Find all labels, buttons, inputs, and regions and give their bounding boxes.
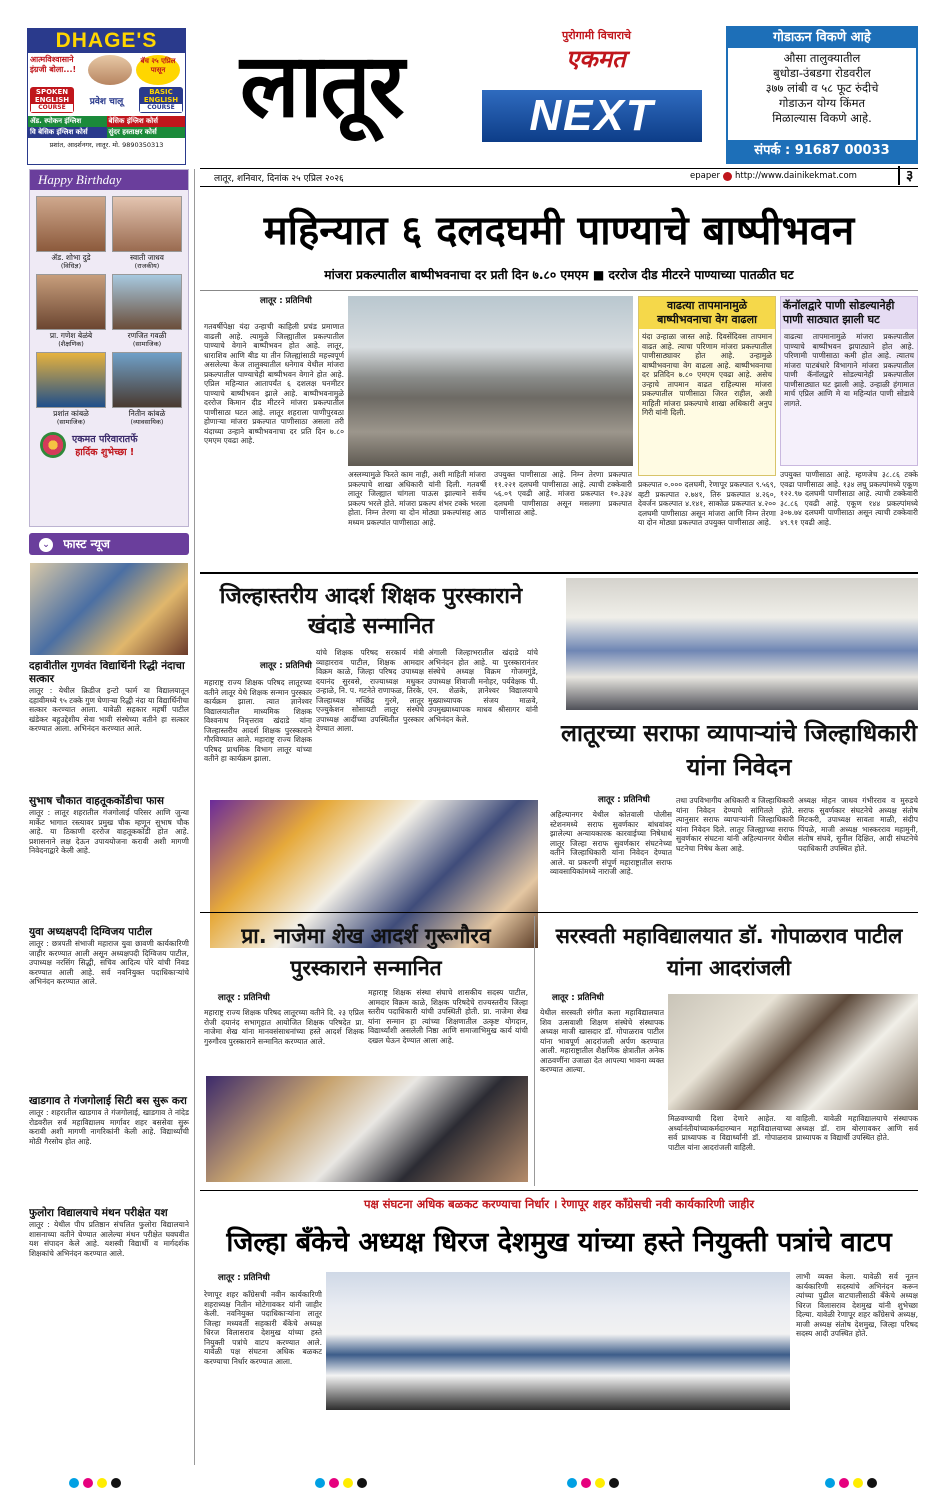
lead-subhead: मांजरा प्रकल्पातील बाष्पीभवनाचा दर प्रती दिन ७.८० एमएम ■ दररोज दीड मीटरने पाण्याच्या पातळीत घट [324, 268, 794, 282]
masthead-brand: एकमत [566, 45, 626, 73]
fast-news-item-body: लातूर : येथील क्रिडीज इन्टो फार्म या विद्यालयातून दहावीमध्ये ९५ टक्के गुण घेणाऱ्या रिद्धी नंदा या विद्यार्थिनीचा सत्कार करण्यात आला. यावेळी सहकार महर्षी पाटील खंडेकर बहुउद्देशीय सेवा भावी संस्थेच्या वतीने हा सत्कार करण्यात आला. अभिनंदन करण्यात आले. [29, 686, 189, 733]
story3-meeting-photo [566, 578, 918, 710]
dateline: लातूर, शनिवार, दिनांक २५ एप्रिल २०२६ [214, 174, 344, 184]
lead-sidebar-box2 [780, 296, 918, 466]
spoken-course-label: SPOKEN ENGLISH [34, 88, 70, 104]
lead-side2-body: वाढत्या तापमानामुळे मांजरा प्रकल्पातील पाण्याचे बाष्पीभवन झपाट्याने होत आहे. परिणामी पाणीसाठा कमी होत आहे. त्यातच मांजरा पाटबंधारे विभागाने मांजरा प्रकल्पातील पाणी कॅनॉलद्वारे सोडल्यानेही प्रकल्पातील पाणीसाठ्यात घट झाली आहे. उन्हाळी हंगामात मार्च एप्रिल आणि मे या महिन्यांत पाणी सोडावे लागते. [784, 332, 914, 408]
lead-side1-body: यंदा उन्हाळा जास्त आहे. दिवसेंदिवस तापमान वाढत आहे. त्याचा परिणाम मांजरा प्रकल्पातील पाणीसाठ्यावर होत आहे. उन्हामुळे बाष्पीभवनाचा वेग वाढला आहे. बाष्पीभवनाचा दर प्रतिदिन ७.८० एमएम एवढा आहे. असेच उन्हाचे तापमान वाढत राहिल्यास मांजरा प्रकल्पातील पाणीसाठा जिरत राहील, अशी माहिती मांजरा प्रकल्पाचे शाखा अधिकारी अनुप गिरी यांनी दिली. [642, 332, 772, 417]
story6-body-col2: लाभी व्यक्त केला. यावेळी सर्व नूतन कार्यकारिणी सदस्यांचे अभिनंदन करून त्यांच्या पुढील वाटचालीसाठी बँकेचे अध्यक्ष धिरज विलासराव देशमुख यांनी शुभेच्छा दिल्या. यावेळी रेणापूर शहर काँग्रेसचे अध्यक्ष, माजी अध्यक्ष संतोष देशमुख, जिल्हा परिषद सदस्य आदी उपस्थित होते. [796, 1272, 918, 1338]
registration-marks-svg [0, 1466, 945, 1501]
story6-body-col1: रेणापूर शहर काँग्रेसची नवीन कार्यकारिणी शहराध्यक्ष नितीन मोटेगावकर यांनी जाहीर केली. नवनियुक्त पदाधिकाऱ्यांना लातूर जिल्हा मध्यवर्ती सहकारी बँकेचे अध्यक्ष धिरज विलासराव देशमुख यांच्या हस्ते नियुक्ती पत्रांचे वाटप करण्यात आले. यावेळी पक्ष संघटना अधिक बळकट करण्याचा निर्धार करण्यात आला. [204, 1290, 322, 1366]
lead-byline: लातूर : प्रतिनिधी [260, 296, 312, 306]
ad-left-line2a: वि बेसिक इंग्लिश कोर्स [28, 127, 107, 138]
birthday-panel [29, 169, 189, 527]
story2-body-col2: यांचे शिक्षक परिषद सरकार्य मंत्री व्याहारराव पाटील, शिक्षक आमदार विक्रम काळे, जिल्हा परिषद उपाध्यक्ष दयानंद सुरवसे, राज्याध्यक्ष मधुकर उन्हाळे, नि. प. गटनेते राणाफळ, तिरके, जिल्हाध्यक्ष मच्छिंद्र गुरमे, लातूर एज्युकेशन सोसायटी लातूर संस्थेचे उपाध्यक्ष आदींच्या उपस्थितीत पुरस्कार देण्यात आला. [316, 648, 424, 733]
registration-marks [0, 1466, 945, 1501]
lead-body-col4: प्रकल्पात ०.००० दलघमी, रेणापूर प्रकल्पात ९.५६९, व्हटी प्रकल्पात २.७४१, तिरु प्रकल्पात ४.२६०, देवर्जन प्रकल्पात ४.१४१, साकोळ प्रकल्पात ४.२०० दलघमी पाणीसाठा असून मांजरा आणि निम्न तेरणा या दोन मोठ्या प्रकल्पात उपयुक्त पाणीसाठा आहे. [638, 480, 776, 527]
ad-left-line1a: ॲड. स्पोकन इंग्लिश [28, 116, 107, 127]
fast-news-header [29, 533, 189, 555]
birthday-name: प्रा. गणेश बेळंबे [49, 331, 93, 340]
story5-body-col1: येथील सरस्वती संगीत कला महाविद्यालयात शिव उत्सवाशी शिक्षण संस्थेचे संस्थापक अध्यक्ष माजी खासदार डॉ. गोपाळराव पाटील यांना भावपूर्ण आदरांजली अर्पण करण्यात आली. महाराष्ट्रातील शैक्षणिक क्षेत्रातील अनेक आठवणींना उजाळा देत आपल्या भावना व्यक्त करण्यात आल्या. [540, 1008, 664, 1074]
lead-body-col2: अस्लम्यामुळे फिरते काम नाही, अशी माहिती मांजरा प्रकल्पाचे शाखा अधिकारी यांनी दिली. गतवर्षी लातूर जिल्ह्यात चांगला पाऊस झाल्याने सर्वच प्रकल्प भरले होते. मांजरा प्रकल्प शंभर टक्के भरला होता. निम्न तेरणा या दोन मोठ्या प्रकल्पांसह आठ मध्यम प्रकल्पांत पाणीसाठा आहे. [348, 470, 486, 527]
epaper-link[interactable] [690, 171, 857, 181]
flowers-icon [40, 432, 66, 458]
birthday-photo [112, 196, 182, 252]
ad-right-line2: बुधोडा-उंबडगा रोडवरील [773, 66, 871, 80]
masthead-slogan: पुरोगामी विचाराचे [562, 29, 632, 42]
fast-news-item [29, 795, 189, 922]
birthday-tag: (सामाजिक) [132, 340, 162, 348]
fast-news-list [29, 660, 189, 1465]
basic-course-label: BASIC ENGLISH [143, 88, 179, 104]
birthday-tag: (व्यावसायिक) [130, 418, 164, 426]
birthday-name: ॲड. शोभा दुडे [51, 253, 91, 262]
globe-icon [723, 172, 732, 181]
story4-byline: लातूर : प्रतिनिधी [218, 993, 270, 1003]
story4-award-photo [206, 1076, 528, 1182]
birthday-photo [112, 274, 182, 330]
story3-headline[interactable]: लातूरच्या सराफा व्यापाऱ्यांचे जिल्हाधिकारी यांना निवेदन [560, 719, 918, 781]
fast-news-item [29, 1207, 189, 1370]
lead-dam-photo [348, 296, 633, 466]
fast-news-item-title[interactable]: खाडगाव ते गंजगोलाई सिटी बस सुरू करा [29, 1095, 187, 1107]
chevron-down-icon: ⌄ [39, 538, 53, 552]
fast-news-item-body: लातूर : छत्रपती संभाजी महाराज युवा छावणी कार्यकारिणी जाहीर करण्यात आली असून अध्यक्षपदी दिग्विजय पाटील, उपाध्यक्ष नरसिंग सिद्धी, सचिव आदित्य पोरे यांची निवड करण्यात आली आहे. सर्व नवनियुक्त पदाधिकाऱ्यांचे अभिनंदन करण्यात आले. [29, 939, 189, 986]
lead-body-col1: गतवर्षीपेक्षा यंदा उन्हाची काहिली प्रचंड प्रमाणात वाढली आहे. त्यामुळे जिल्ह्यातील प्रकल्पातील पाण्याचे वेगाने बाष्पीभवन होत आहे. लातूर, धाराशिव आणि बीड या तीन जिल्ह्यांसाठी महत्त्वपूर्ण असलेल्या केज तालुक्यातील धनेगाव येथील मांजरा प्रकल्पातील पाण्याचेही बाष्पीभवन वेगाने होत आहे. एप्रिल महिन्यात आतापर्यंत ६ दशलक्ष घनमीटर पाण्याचे बाष्पीभवन झाले आहे. बाष्पीभवनामुळे दररोज किमान दीड मीटरने मांजरा प्रकल्पातील पाणीसाठा घटत आहे. लातूर शहराला पाणीपुरवठा होणाऱ्या मांजरा प्रकल्पात पाणीसाठा असला तरी यंदाच्या उन्हाने बाष्पीभवनाचा दर प्रति दिन ७.८० एमएम एवढा आहे. [204, 322, 344, 445]
fast-news-item-body: लातूर : लातूर शहरातील गंजगोलाई परिसर आणि जुन्या मार्केट भागात रस्त्यावर प्रमुख चौक म्हणून सुभाष चौक आहे. या ठिकाणी दररोज वाहतूककोंडी होत आहे. प्रशासनाने लक्ष देऊन उपाययोजना करावी अशी मागणी निवेदनाद्वारे केली आहे. [29, 808, 189, 855]
ad-right-line4: गोडाऊन योग्य किंमत [778, 96, 866, 110]
ad-left-line2b: सुंदर हस्ताक्षर कोर्स [107, 127, 186, 138]
epaper-label: epaper [690, 171, 720, 181]
lead-side1-title: वाढत्या तापमानामुळे बाष्पीभवनाचा वेग वाढला [639, 297, 775, 329]
fast-news-item [29, 1095, 189, 1203]
birthday-photo [36, 352, 106, 408]
fast-news-item-title[interactable]: फुलोरा विद्यालयाचे मंथन परीक्षेत यश [29, 1207, 168, 1219]
masthead-next: NEXT [482, 90, 702, 142]
ad-left-course-spoken [30, 87, 74, 113]
epaper-url: http://www.dainikekmat.com [734, 171, 857, 181]
lead-sidebar-box1 [638, 296, 776, 476]
story2-byline: लातूर : प्रतिनिधी [260, 661, 312, 671]
ad-right-line3: ३७७ लांबी व ५८ फूट रुंदीचे [765, 81, 879, 95]
birthday-person [36, 196, 106, 270]
ad-right-contact: संपर्क : 91687 00033 [728, 140, 916, 162]
ad-left-course-basic [139, 87, 183, 113]
ad-right-line1: औसा तालुक्यातील [783, 51, 861, 65]
basic-course-word: COURSE [140, 104, 182, 112]
birthday-header: Happy Birthday [30, 170, 188, 190]
story2-body-col1: महाराष्ट्र राज्य शिक्षक परिषद लातूरच्या वतीने लातूर येथे शिक्षक सन्मान पुरस्कार कार्यक्रम झाला. त्यात ज्ञानेश्वर विद्यालयातील माध्यमिक शिक्षक विश्वनाथ निवृत्तराव खंदाडे यांना जिल्हास्तरीय आदर्श शिक्षक पुरस्काराने गौरविण्यात आले. महाराष्ट्र राज्य शिक्षक परिषद प्राथमिक विभाग लातूर यांच्या वतीने हा कार्यक्रम झाला. [204, 678, 312, 763]
story4-body-col1: महाराष्ट्र राज्य शिक्षक परिषद लातूरच्या वतीने दि. २३ एप्रिल रोजी दयानंद सभागृहात आयोजित शिक्षक परिषदेत प्रा. नाजेमा शेख यांना मानवसंसाधनांच्या हस्ते आदर्श शिक्षक गुरुगौरव पुरस्काराने सन्मानित करण्यात आले. [204, 1008, 364, 1046]
story4-body-col2: महाराष्ट्र शिक्षक संस्था संघाचे शासकीय सदस्य पाटील, आमदार विक्रम काळे, शिक्षक परिषदेचे राज्यस्तरीय जिल्हा स्तरीय पदाधिकारी यांची उपस्थिती होती. प्रा. नाजेमा शेख यांना सन्मान हा त्यांच्या शिक्षणातील उत्कृष्ट योगदान, विद्यार्थ्यांशी असलेली निष्ठा आणि समाजाभिमुख कार्य यांची दखल घेऊन देण्यात आला आहे. [368, 988, 528, 1045]
birthday-person [112, 274, 182, 348]
ad-left-tagline: आत्मविश्वासाने इंग्रजी बोला...! [30, 55, 77, 74]
page-number: ३ [898, 166, 913, 185]
birthday-photo [36, 274, 106, 330]
birthday-name: स्वाती जाधव [130, 253, 164, 262]
ad-left-address: प्रशांत, आदर्शनगर, लातूर. मो. 9890350313 [49, 141, 164, 149]
birthday-name: रणजित गवळी [127, 331, 167, 340]
fast-news-item [29, 660, 189, 791]
fast-news-item-body: लातूर : शहरातील खाडगाव ते गंजगोलाई, खाडगाव ते नांदेड रोडवरील सर्व महाविद्यालय मार्गावर शहर बससेवा सुरू करावी अशी मागणी नागरिकांनी केली आहे. विद्यार्थ्यांची मोठी गैरसोय होत आहे. [29, 1108, 189, 1146]
ad-left-line1b: बेसिक इंग्लिश कोर्स [107, 116, 186, 127]
story6-kicker: पक्ष संघटना अधिक बळकट करण्याचा निर्धार । रेणापूर शहर काँग्रेसची नवी कार्यकारिणी जाहीर [363, 1197, 755, 1211]
lead-headline[interactable]: महिन्यात ६ दलदघमी पाण्याचे बाष्पीभवन [263, 208, 855, 254]
story6-group-photo [326, 1272, 790, 1410]
story3-body-col2: तथा उपविभागीय अधिकारी व जिल्हाधिकारी यांना निवेदन देण्याचे सांगितले होते. त्यानुसार सराफ व्यापाऱ्यांनी जिल्हाधिकारी यांना निवेदन दिले. लातूर जिल्ह्याच्या सराफ सुवर्णकार संघटना यांनी अहिल्यानगर येथील घटनेचा निषेध केला आहे. [676, 796, 794, 853]
story5-tribute-photo [668, 994, 918, 1110]
fast-news-photo [30, 563, 188, 655]
birthday-tag: (राजकीय) [134, 262, 160, 270]
story2-headline[interactable]: जिल्हास्तरीय आदर्श शिक्षक पुरस्काराने खंदाडे सन्मानित [219, 584, 523, 639]
birthday-photo [112, 352, 182, 408]
story3-body-col3: अध्यक्ष मोहन जाधव गंभीरराव व मुरुडचे सराफ सुवर्णकार संघटनेचे अध्यक्ष संतोष मिटकरी, उपाध्यक्ष सावता माळी, संदीप पिंपळे, माजी अध्यक्ष भास्करराव महामुनी, संतोष संघवे, सुनील दिक्षित, आदी संघटनेचे पदाधिकारी उपस्थित होते. [798, 796, 918, 853]
fast-news-title: फास्ट न्यूज [63, 537, 110, 551]
story2-body-col3: अंगाली जिल्हाभरातील खंदाडे यांचे अभिनंदन होत आहे. या पुरस्कारानंतर संस्थेचे अध्यक्ष विक्रम गोजमगुंडे, उपाध्यक्ष शिवाजी मनोहर, पर्यवेक्षक पी. एन. शेळके, ज्ञानेश्वर विद्यालयाचे मुख्याध्यापक संजय माळवे, उपमुख्याध्यापक माधव श्रीसागर यांनी अभिनंदन केले. [428, 648, 538, 724]
fast-news-item-title[interactable]: युवा अध्यक्षपदी दिग्विजय पाटील [29, 926, 152, 938]
birthday-tag: (विधिज्ञ) [60, 262, 82, 270]
birthday-person [112, 196, 182, 270]
story5-body-col3: वाहिली. यावेळी महाविद्यालयाचे संस्थापक अध्यक्ष डॉ. राम बोरगावकर आणि सर्व प्राध्यापक व विद्यार्थी उपस्थित होते. [796, 1114, 918, 1142]
ad-left-teacher-photo [88, 55, 132, 85]
story3-byline: लातूर : प्रतिनिधी [598, 795, 650, 805]
ad-left-dhages[interactable] [27, 28, 186, 165]
birthday-tag: (सामाजिक) [56, 418, 86, 426]
birthday-photo [36, 196, 106, 252]
fast-news-item-title[interactable]: दहावीतील गुणवंत विद्यार्थिनी रिद्धी नंदाचा सत्कार [29, 660, 185, 685]
ad-right-godown[interactable] [726, 26, 918, 164]
masthead-title: लातूर [240, 34, 403, 137]
story5-headline[interactable]: सरस्वती महाविद्यालयात डॉ. गोपाळराव पाटील यांना आदरांजली [555, 924, 903, 980]
ad-left-admission: प्रवेश चालू [89, 96, 124, 107]
birthday-person [36, 352, 106, 426]
fast-news-item-title[interactable]: सुभाष चौकात वाहतूककोंडीचा फास [29, 795, 164, 807]
ad-left-badge: बॅच २५ एप्रिल पासून [136, 55, 180, 85]
birthday-tag: (शैक्षणिक) [58, 340, 84, 348]
spoken-course-word: COURSE [31, 104, 73, 112]
story3-body-col1: अहिल्यानगर येथील कोतवाली पोलीस स्टेशनमध्ये सराफ सुवर्णकार बांधवांवर झालेल्या अन्यायकारक कारवाईच्या निषेधार्थ लातूर जिल्हा सराफ सुवर्णकार संघटनेच्या वतीने जिल्हाधिकारी यांना निवेदन देण्यात आले. या प्रकरणी संपूर्ण महाराष्ट्रातील सराफ व्यावसायिकांमध्ये नाराजी आहे. [550, 810, 672, 876]
story6-headline[interactable]: जिल्हा बँकेचे अध्यक्ष धिरज देशमुख यांच्या हस्ते नियुक्ती पत्रांचे वाटप [226, 1227, 892, 1258]
ad-right-line5: मिळाल्यास विकणे आहे. [772, 111, 872, 125]
birthday-wish-line1: एकमत परिवारातर्फे [72, 434, 138, 445]
ad-left-brand: DHAGE'S [28, 29, 185, 53]
birthday-name: प्रशांत कांबळे [53, 409, 89, 418]
birthday-wish-line2: हार्दिक शुभेच्छा ! [75, 447, 135, 458]
story6-byline: लातूर : प्रतिनिधी [218, 1273, 270, 1283]
birthday-person [36, 274, 106, 348]
fast-news-item-body: लातूर : येथील पीप प्रतिष्ठान संचलित फुलोरा विद्यालयाने शासनाच्या वतीने घेण्यात आलेल्या मंथन परीक्षेत घवघवीत यश संपादन केले आहे. यशस्वी विद्यार्थी व मार्गदर्शक शिक्षकांचे अभिनंदन करण्यात आले. [29, 1220, 189, 1258]
fast-news-item [29, 926, 189, 1091]
birthday-person [112, 352, 182, 426]
lead-body-col3: उपयुक्त पाणीसाठा आहे. निम्न तेरणा प्रकल्पात ११.२२१ दलघमी पाणीसाठा आहे. त्याची टक्केवारी ५६.०९ एवढी आहे. मांजरा प्रकल्पात १०.३३४ दलघमी पाणीसाठा असून मसलगा प्रकल्पात पाणीसाठा आहे. [494, 470, 632, 517]
ad-right-header: गोडाऊन विकणे आहे [728, 28, 916, 48]
story4-headline[interactable]: प्रा. नाजेमा शेख आदर्श गुरूगौरव पुरस्काराने सन्मानित [241, 924, 491, 980]
story5-body-col2: मिळवण्याची दिशा देणारे आहेत. या अर्ध्यानंतीयांच्याकर्मदारम्यान महाविद्यालयाच्या सर्व प्राध्यापक व विद्यार्थ्यांनी डॉ. गोपाळराव पाटील यांना आदरांजली वाहिली. [668, 1114, 792, 1152]
lead-body-col5: उपयुक्त पाणीसाठा आहे. म्हणजेच ३८.८६ टक्के एवढा पाणीसाठा आहे. १३४ लघु प्रकल्पांमध्ये एकूण १२२.९७ दलघमी पाणीसाठा आहे. त्याची टक्केवारी ३८.८६ एवढी आहे. एकूण १४४ प्रकल्पांमध्ये ३०७.७४ दलघमी पाणीसाठा असून त्याची टक्केवारी ४९.९१ एवढी आहे. [780, 470, 918, 527]
birthday-name: नितीन कांबळे [128, 409, 166, 418]
story5-byline: लातूर : प्रतिनिधी [552, 993, 604, 1003]
lead-side2-title: कॅनॉलद्वारे पाणी सोडल्यानेही पाणी साठ्यात झाली घट [781, 297, 917, 329]
